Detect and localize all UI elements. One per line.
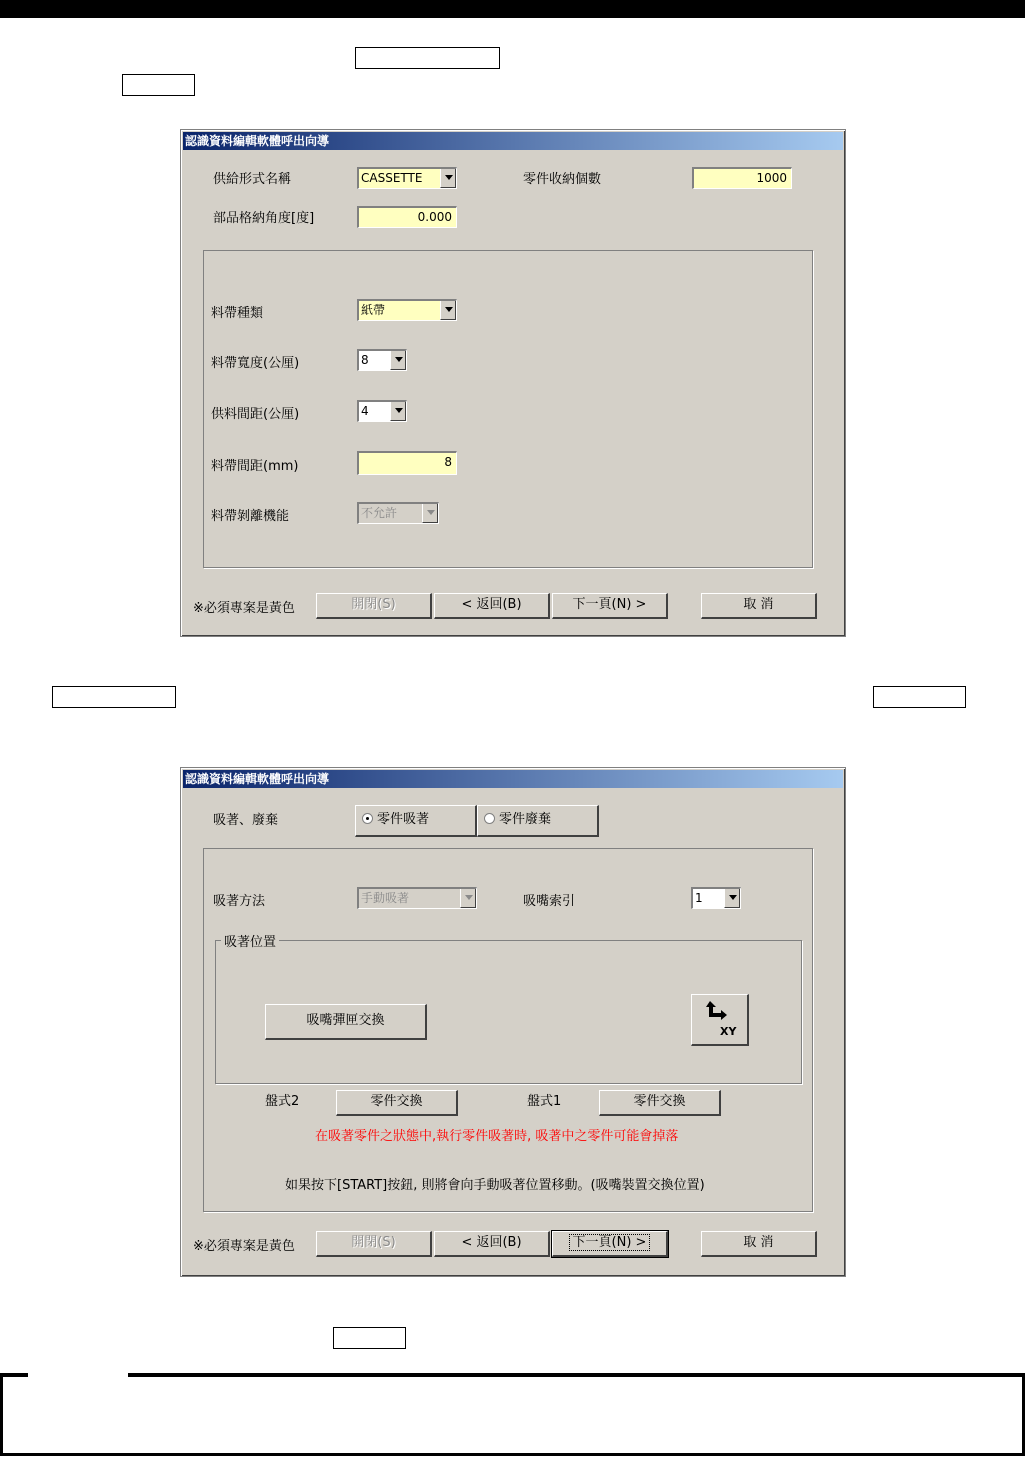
pick-position-label: 吸著位置 [221, 931, 279, 950]
part-count-field[interactable]: 1000 [692, 167, 792, 189]
xy-move-button[interactable] [691, 994, 749, 1046]
nozzle-index-label: 吸嘴索引 [523, 894, 576, 909]
blank-text-box [355, 47, 500, 69]
angle-label: 部品格納角度[度] [213, 211, 315, 226]
note-box [0, 1375, 1025, 1456]
blank-text-box [333, 1327, 406, 1349]
nozzle-index-value: 1 [695, 891, 703, 905]
radio-pick[interactable] [355, 805, 477, 837]
blank-text-box [873, 686, 966, 708]
chevron-down-icon[interactable] [724, 889, 740, 908]
radio-pick-label: 零件吸著 [377, 812, 430, 827]
chevron-down-icon[interactable] [390, 351, 406, 370]
chevron-down-icon[interactable] [440, 169, 456, 188]
radio-selected-icon [362, 813, 373, 824]
tape-type-value: 紙帶 [361, 303, 386, 317]
cancel-button[interactable]: 取 消 [701, 593, 817, 619]
required-note: ※必須專案是黃色 [193, 601, 295, 616]
tape-pitch-field[interactable]: 8 [357, 451, 457, 475]
tray1-part-exchange-button[interactable]: 零件交換 [599, 1090, 721, 1116]
angle-field[interactable]: 0.000 [357, 206, 457, 228]
dialog-title: 認識資料編輯軟體呼出向導 [183, 770, 843, 788]
tape-type-select[interactable] [357, 299, 457, 321]
radio-discard-label: 零件廢棄 [499, 812, 552, 827]
cancel-button[interactable]: 取 消 [701, 1231, 817, 1257]
wizard-dialog-1 [180, 129, 846, 637]
feed-pitch-value: 4 [361, 404, 369, 418]
nozzle-index-select[interactable] [691, 887, 741, 909]
peel-label: 料帶剝離機能 [211, 509, 290, 524]
wizard-dialog-2 [180, 767, 846, 1277]
feed-pitch-select[interactable] [357, 400, 407, 422]
radio-discard[interactable] [477, 805, 599, 837]
tape-type-label: 料帶種類 [211, 306, 264, 321]
tray2-part-exchange-button[interactable]: 零件交換 [336, 1090, 458, 1116]
supply-type-select[interactable] [357, 167, 457, 189]
chevron-down-icon [460, 889, 476, 908]
pick-method-value: 手動吸著 [361, 891, 410, 905]
back-button[interactable]: < 返回(B) [434, 1231, 550, 1257]
nozzle-magazine-exchange-button[interactable]: 吸嘴彈匣交換 [265, 1004, 427, 1040]
open-close-button: 開閉(S) [316, 593, 432, 619]
pick-method-select [357, 887, 477, 909]
pick-method-label: 吸著方法 [213, 894, 266, 909]
pick-discard-label: 吸著、廢棄 [213, 813, 279, 828]
xy-label: XY [720, 1025, 737, 1038]
chevron-down-icon[interactable] [440, 301, 456, 320]
next-button-label: 下一頁(N) > [569, 1234, 651, 1251]
next-button[interactable] [552, 1231, 668, 1257]
blank-text-box [52, 686, 176, 708]
top-border-bar [0, 0, 1025, 18]
supply-type-value: CASSETTE [361, 171, 423, 185]
radio-unselected-icon [484, 813, 495, 824]
supply-type-label: 供給形式名稱 [213, 172, 292, 187]
chevron-down-icon[interactable] [390, 402, 406, 421]
chevron-down-icon [422, 504, 438, 523]
tray1-label: 盤式1 [527, 1094, 562, 1109]
dialog-title: 認識資料編輯軟體呼出向導 [183, 132, 843, 150]
open-close-button: 開閉(S) [316, 1231, 432, 1257]
part-count-label: 零件收納個數 [523, 172, 602, 187]
start-info-text: 如果按下[START]按鈕, 則將會向手動吸著位置移動。(吸嘴裝置交換位置) [285, 1178, 705, 1193]
tray2-label: 盤式2 [265, 1094, 300, 1109]
peel-value: 不允許 [361, 506, 398, 520]
peel-select [357, 502, 439, 524]
next-button[interactable]: 下一頁(N) > [552, 593, 668, 619]
tape-width-value: 8 [361, 353, 369, 367]
blank-text-box [122, 74, 195, 96]
drop-warning-text: 在吸著零件之狀態中,執行零件吸著時, 吸著中之零件可能會掉落 [315, 1129, 679, 1144]
tape-width-label: 料帶寬度(公厘) [211, 356, 300, 371]
tape-pitch-label: 料帶間距(mm) [211, 459, 299, 474]
feed-pitch-label: 供料間距(公厘) [211, 407, 300, 422]
required-note: ※必須專案是黃色 [193, 1239, 295, 1254]
tape-width-select[interactable] [357, 349, 407, 371]
back-button[interactable]: < 返回(B) [434, 593, 550, 619]
xy-arrow-icon [704, 999, 734, 1023]
